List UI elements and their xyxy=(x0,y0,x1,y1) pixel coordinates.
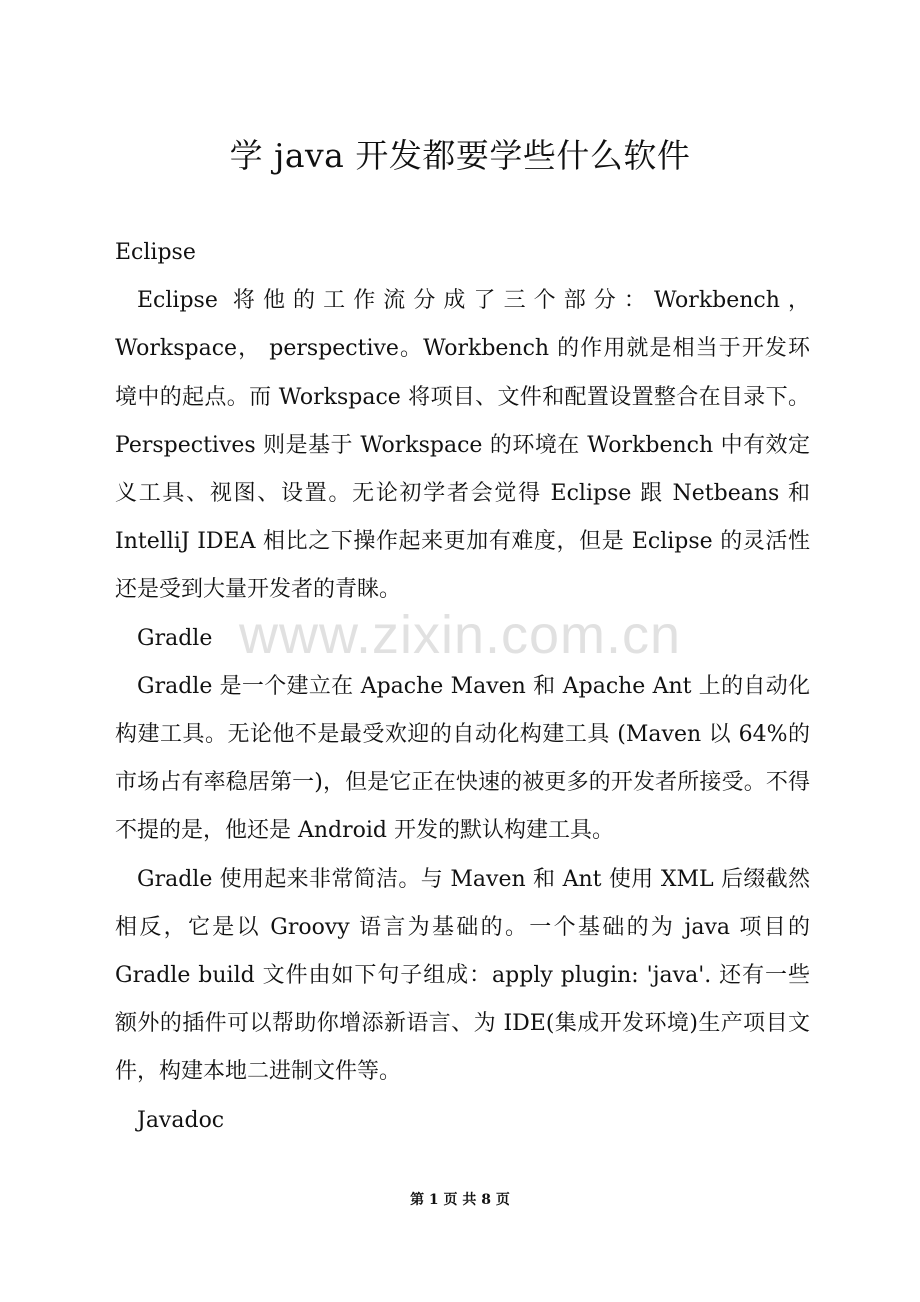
watermark: www.zixin.com.cn xyxy=(238,605,682,665)
section-heading-javadoc: Javadoc xyxy=(137,1107,225,1133)
document-title: 学 java 开发都要学些什么软件 xyxy=(229,136,691,175)
paragraph-gradle-intro: Gradle 是一个建立在 Apache Maven 和 Apache Ant 上的自动化构建工具。无论他不是最受欢迎的自动化构建工具 (Maven 以 64%的市场占有率稳居第一)，但是它正在快速的被更多的开发者所接受。不得不提的是，他还是 Android 开发的默认构建工具。 xyxy=(115,673,810,844)
paragraph-gradle-usage: Gradle 使用起来非常简洁。与 Maven 和 Ant 使用 XML 后缀截然相反，它是以 Groovy 语言为基础的。一个基础的为 java 项目的 Gradle build 文件由如下句子组成：apply plugin: 'java'. 还有一些额外的插件可以帮助你增添新语言、为 IDE(集成开发环境)生产项目文件，构建本地二进制文件等。 xyxy=(115,866,810,1085)
section-heading-eclipse: Eclipse xyxy=(115,240,196,265)
paragraph-eclipse: Eclipse 将他的工作流分成了三个部分：Workbench， Workspace， perspective。Workbench 的作用就是相当于开发环境中的起点。而 Workspace 将项目、文件和配置设置整合在目录下。Perspectives 则是基于 Workspace 的环境在 Workbench 中有效定义工具、视图、设置。无论初学者会觉得 Eclipse 跟 Netbeans 和 IntelliJ IDEA 相比之下操作起来更加有难度，但是 Eclipse 的灵活性还是受到大量开发者的青睐。 xyxy=(115,288,810,603)
page-footer: 第 1 页 共 8 页 xyxy=(410,1192,510,1208)
section-heading-gradle: Gradle xyxy=(137,625,213,651)
document-body xyxy=(115,229,810,1145)
